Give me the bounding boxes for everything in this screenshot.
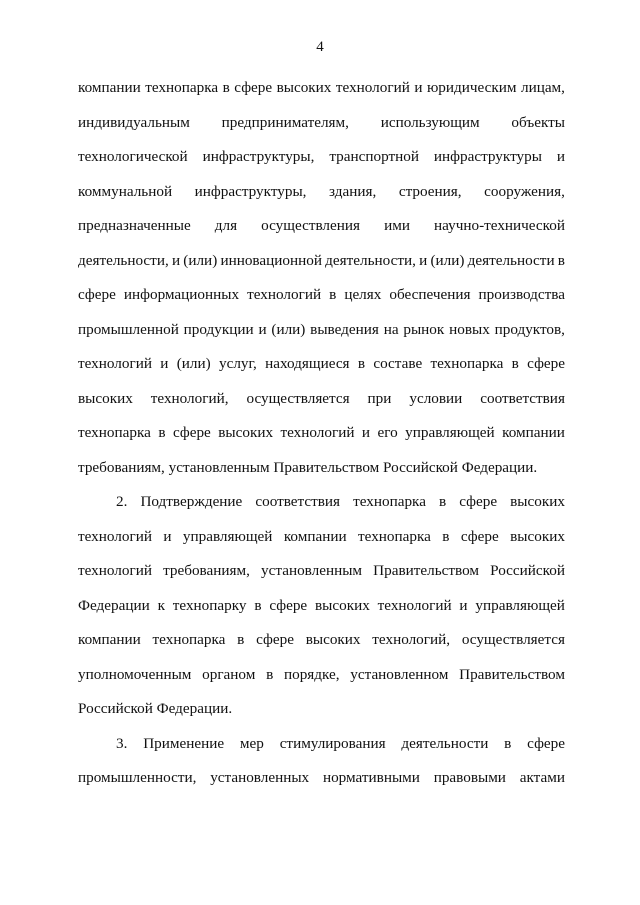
text-line: компании технопарка в сфере высоких технологий и юридическим лицам, <box>78 79 565 96</box>
text-line: технологической инфраструктуры, транспортной инфраструктуры и <box>78 148 565 165</box>
text-line: высоких технологий, осуществляется при условии соответствия <box>78 389 565 407</box>
text-line: промышленной продукции и (или) выведения на рынок новых продуктов, <box>78 320 565 338</box>
text-line: деятельности, и (или) инновационной деятельности, и (или) деятельности в <box>78 251 565 269</box>
text-line-paragraph-end: Российской Федерации. <box>78 700 233 717</box>
text-line: коммунальной инфраструктуры, здания, строения, сооружения, <box>78 182 565 200</box>
text-line: предназначенные для осуществления ими научно-технической <box>78 217 565 234</box>
text-line: технологий и (или) услуг, находящиеся в составе технопарка в сфере <box>78 355 565 372</box>
text-line: технопарка в сфере высоких технологий и его управляющей компании <box>78 424 565 441</box>
document-body <box>78 78 565 803</box>
text-line: Федерации к технопарку в сфере высоких технологий и управляющей <box>78 596 565 614</box>
paragraph-3-first-line: 3. Применение мер стимулирования деятельности в сфере <box>116 734 565 752</box>
text-line: компании технопарка в сфере высоких технологий, осуществляется <box>78 631 565 648</box>
text-line-paragraph-end: требованиям, установленным Правительством Российской Федерации. <box>78 458 538 476</box>
page-number: 4 <box>316 39 324 55</box>
text-line: индивидуальным предпринимателям, использующим объекты <box>78 113 565 131</box>
text-line: уполномоченным органом в порядке, установленном Правительством <box>78 665 565 683</box>
text-line: промышленности, установленных нормативными правовыми актами <box>78 769 565 786</box>
text-line: технологий требованиям, установленным Правительством Российской <box>78 562 565 579</box>
text-line: сфере информационных технологий в целях обеспечения производства <box>78 286 565 303</box>
paragraph-2-first-line: 2. Подтверждение соответствия технопарка в сфере высоких <box>116 493 565 510</box>
text-line: технологий и управляющей компании технопарка в сфере высоких <box>78 527 565 545</box>
